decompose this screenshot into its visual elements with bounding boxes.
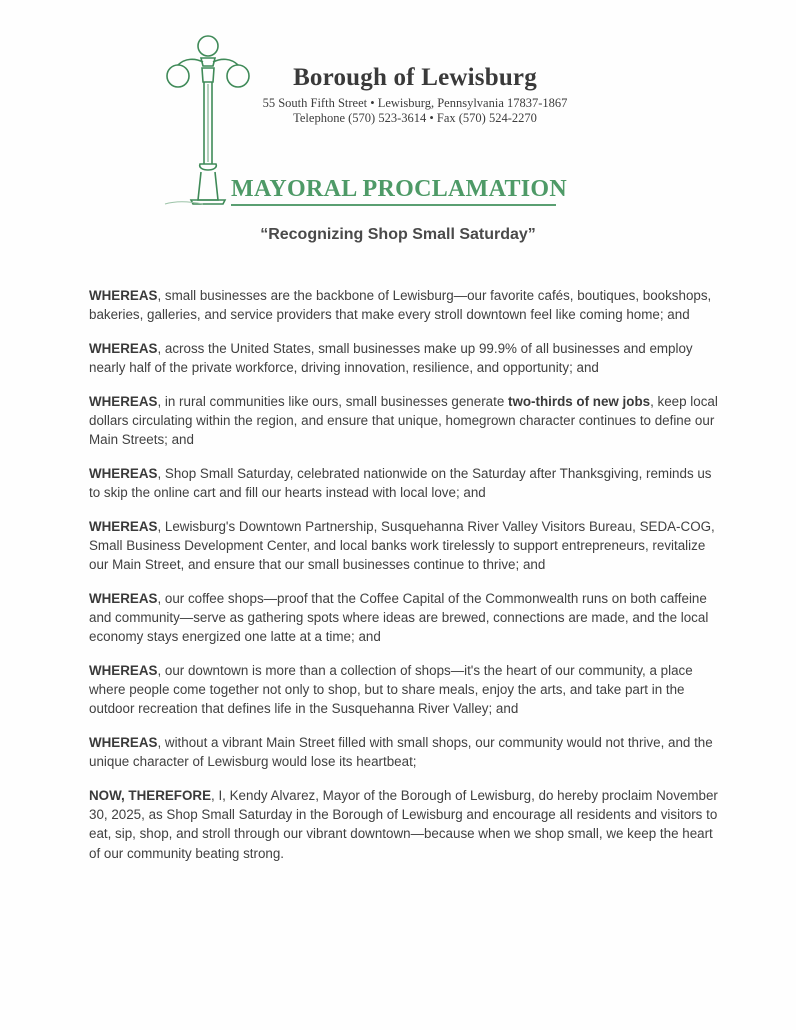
paragraph-text: , without a vibrant Main Street filled with small shops, our community would not thrive, and the unique character of Lewisburg would lose its heartbeat; xyxy=(89,735,713,770)
paragraph-text: , in rural communities like ours, small businesses generate xyxy=(157,393,508,409)
paragraph-lead: WHEREAS xyxy=(89,465,158,481)
paragraph-lead: WHEREAS xyxy=(89,663,158,679)
title-underline xyxy=(231,204,556,206)
organization-phone-fax: Telephone (570) 523-3614 • Fax (570) 524-2270 xyxy=(293,111,537,125)
paragraph-text: , keep local dollars circulating within the region, and ensure that unique, homegrown character continues to define our Main Streets; and xyxy=(89,393,718,448)
whereas-paragraph xyxy=(89,339,719,377)
whereas-paragraph xyxy=(89,392,719,450)
paragraph-lead: WHEREAS xyxy=(89,288,158,303)
whereas-paragraph xyxy=(89,589,719,647)
whereas-paragraph xyxy=(89,661,719,719)
paragraph-lead: WHEREAS xyxy=(89,393,158,409)
paragraph-text: , I, Kendy Alvarez, Mayor of the Borough of Lewisburg, do hereby proclaim November 30, 2025, as Shop Small Saturday in the Borough of Lewisburg and encourage all residents and visitors to eat, sip, shop, and stroll through our vibrant downtown—because when we shop small, we keep the heart of our community beating strong. xyxy=(89,788,718,861)
proclamation-subtitle: “Recognizing Shop Small Saturday” xyxy=(260,226,536,243)
paragraph-emphasis: two-thirds of new jobs xyxy=(508,393,651,409)
paragraph-text: , Shop Small Saturday, celebrated nationwide on the Saturday after Thanksgiving, reminds us to skip the online cart and fill our hearts instead with local love; and xyxy=(89,465,712,501)
whereas-paragraph xyxy=(89,464,719,502)
paragraph-text: , Lewisburg's Downtown Partnership, Susquehanna River Valley Visitors Bureau, SEDA-COG, Small Business Development Center, and local banks work tirelessly to support entrepreneurs, revitalize our Main Street, and ensure that our small businesses continue to thrive; and xyxy=(89,518,715,573)
paragraph-text: , our coffee shops—proof that the Coffee Capital of the Commonwealth runs on both caffeine and community—serve as gathering spots where ideas are brewed, connections are made, and the local economy stays energized one latte at a time; and xyxy=(89,590,709,645)
paragraph-lead: WHEREAS xyxy=(89,340,158,356)
paragraph-lead: NOW, THEREFORE xyxy=(89,788,212,804)
paragraph-text: , small businesses are the backbone of Lewisburg—our favorite cafés, boutiques, bookshops, bakeries, galleries, and service providers that make every stroll downtown feel like coming home; and xyxy=(89,288,712,323)
proclamation-title: MAYORAL PROCLAMATION xyxy=(231,176,568,202)
paragraph-lead: WHEREAS xyxy=(89,735,158,751)
organization-name: Borough of Lewisburg xyxy=(293,64,537,91)
paragraph-text: , our downtown is more than a collection of shops—it's the heart of our community, a place where people come together not only to shop, but to share meals, enjoy the arts, and take part in the outdoor recreation that defines life in the Susquehanna River Valley; and xyxy=(89,663,693,717)
proclamation-body xyxy=(89,286,719,877)
paragraph-lead: WHEREAS xyxy=(89,590,158,606)
whereas-paragraph xyxy=(89,286,719,324)
whereas-paragraph xyxy=(89,733,719,771)
proclamation-paragraph xyxy=(89,786,719,863)
whereas-paragraph xyxy=(89,517,719,575)
paragraph-text: , across the United States, small businesses make up 99.9% of all businesses and employ nearly half of the private workforce, driving innovation, resilience, and opportunity; and xyxy=(89,340,693,376)
organization-address: 55 South Fifth Street • Lewisburg, Pennsylvania 17837-1867 xyxy=(262,96,568,110)
paragraph-lead: WHEREAS xyxy=(89,518,158,534)
